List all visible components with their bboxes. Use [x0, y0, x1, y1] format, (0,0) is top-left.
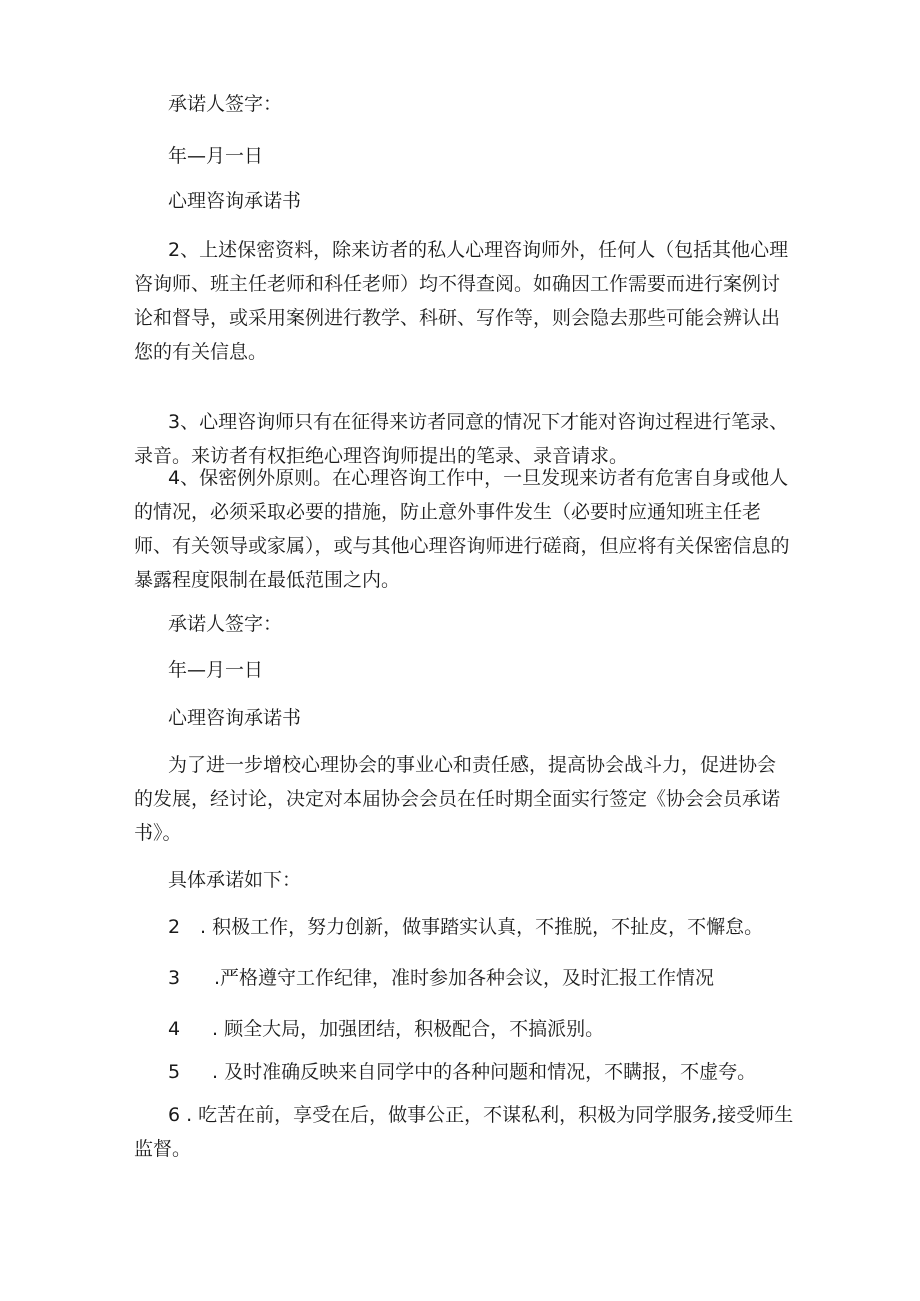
list-item [168, 1060, 756, 1084]
list-item [168, 915, 763, 939]
date-line-2: 年—月一日 [168, 659, 264, 681]
signature-line-1: 承诺人签字： [168, 93, 283, 115]
list-item-text: .严格遵守工作纪律，准时参加各种会议，及时汇报工作情况 [214, 967, 715, 989]
list-item-text: . 吃苦在前，享受在后，做事公正，不谋私利，积极为同学服务,接受师生监督。 [134, 1104, 794, 1160]
intro-paragraph: 为了进一步增校心理协会的事业心和责任感，提高协会战斗力，促进协会的发展，经讨论，决定对本届协会会员在任时期全面实行签定《协会会员承诺书》。 [134, 754, 781, 844]
list-item-number: 6 [168, 1104, 181, 1126]
list-item-number: 2 [168, 916, 181, 938]
list-item-text: . 及时准确反映来自同学中的各种问题和情况，不瞒报，不虚夸。 [212, 1061, 757, 1083]
clause-3-paragraph: 3、心理咨询师只有在征得来访者同意的情况下才能对咨询过程进行笔录、录音。来访者有权拒绝心理咨询师提出的笔录、录音请求。 [134, 411, 789, 467]
list-item-number: 4 [168, 1018, 181, 1040]
clause-4-paragraph: 4、保密例外原则。在心理咨询工作中，一旦发现来访者有危害自身或他人的情况，必须采取必要的措施，防止意外事件发生（必要时应通知班主任老师、有关领导或家属），或与其他心理咨询师进行磋商，但应将有关保密信息的暴露程度限制在最低范围之内。 [134, 467, 790, 591]
heading-1: 心理咨询承诺书 [168, 190, 302, 212]
date-line-1: 年—月一日 [168, 145, 264, 167]
signature-line-2: 承诺人签字： [168, 613, 283, 635]
list-item-number: 5 [168, 1061, 181, 1083]
list-item-number: 3 [168, 967, 181, 989]
list-item [168, 1017, 604, 1041]
list-item-text: . 顾全大局，加强团结，积极配合，不搞派别。 [212, 1018, 605, 1040]
list-item-text: . 积极工作，努力创新，做事踏实认真，不推脱，不扯皮，不懈怠。 [200, 916, 764, 938]
heading-2: 心理咨询承诺书 [168, 707, 302, 729]
clause-2-paragraph: 2、上述保密资料，除来访者的私人心理咨询师外，任何人（包括其他心理咨询师、班主任老师和科任老师）均不得查阅。如确因工作需要而进行案例讨论和督导，或采用案例进行教学、科研、写作等，则会隐去那些可能会辨认出您的有关信息。 [134, 239, 789, 363]
commitment-lead: 具体承诺如下： [168, 869, 302, 891]
list-item [168, 966, 714, 990]
list-item [134, 1098, 794, 1166]
